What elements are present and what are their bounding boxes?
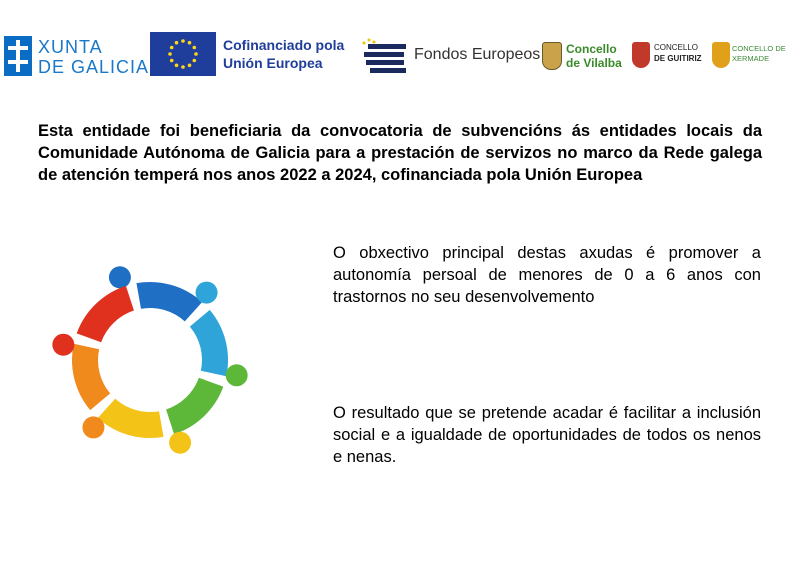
cofinanced-eu-label: Cofinanciado pola Unión Europea — [223, 37, 345, 71]
figure-arm — [166, 378, 223, 434]
objective-paragraph: O obxectivo principal destas axudas é promover a autonomía persoal de menores de 0 a 6 anos con trastornos no seu desenvolvemento — [333, 244, 761, 306]
xermade-logo-text: CONCELLO DE XERMADE — [732, 44, 786, 63]
community-circle-icon — [38, 248, 262, 472]
vilalba-crest-icon — [542, 42, 562, 70]
figure-head — [109, 266, 131, 288]
vilalba-logo-text: Concello de Vilalba — [566, 42, 622, 70]
figure-arm — [190, 310, 228, 376]
concello-vilalba-logo — [542, 42, 628, 78]
xunta-de-galicia-logo — [4, 36, 150, 78]
galicia-cross-icon — [4, 36, 32, 76]
result-paragraph: O resultado que se pretende acadar é facilitar a inclusión social e a igualdade de oportunidades de todos os nenos e nenas. — [333, 404, 761, 466]
figure-arm — [98, 399, 164, 438]
fondos-europeos-label: Fondos Europeos — [414, 46, 541, 63]
logo-bar — [0, 28, 800, 84]
figure-head — [52, 334, 74, 356]
guitiriz-crest-icon — [632, 42, 650, 68]
headline: Esta entidade foi beneficiaria da convocatoria de subvencións ás entidades locais da Comunidade Autónoma de Galicia para a prestación de servizos no marco da Rede galega de atención temperá nos anos 2022 a 2024, cofinanciada pola Unión Europea — [38, 122, 762, 184]
concello-xermade-logo — [712, 42, 796, 78]
eu-flag-icon — [150, 32, 216, 76]
xermade-crest-icon — [712, 42, 730, 68]
figure-arm — [136, 282, 202, 321]
figure-head — [82, 416, 104, 438]
figure-arm — [72, 344, 110, 410]
figure-head — [169, 432, 191, 454]
figure-head — [226, 364, 248, 386]
concello-guitiriz-logo — [632, 42, 710, 78]
figure-arm — [77, 286, 134, 342]
guitiriz-logo-text: CONCELLO DE GUITIRIZ — [654, 43, 702, 63]
figure-head — [196, 282, 218, 304]
xunta-logo-text: XUNTA DE GALICIA — [38, 37, 150, 77]
fondos-europeos-flag-icon — [360, 38, 408, 76]
